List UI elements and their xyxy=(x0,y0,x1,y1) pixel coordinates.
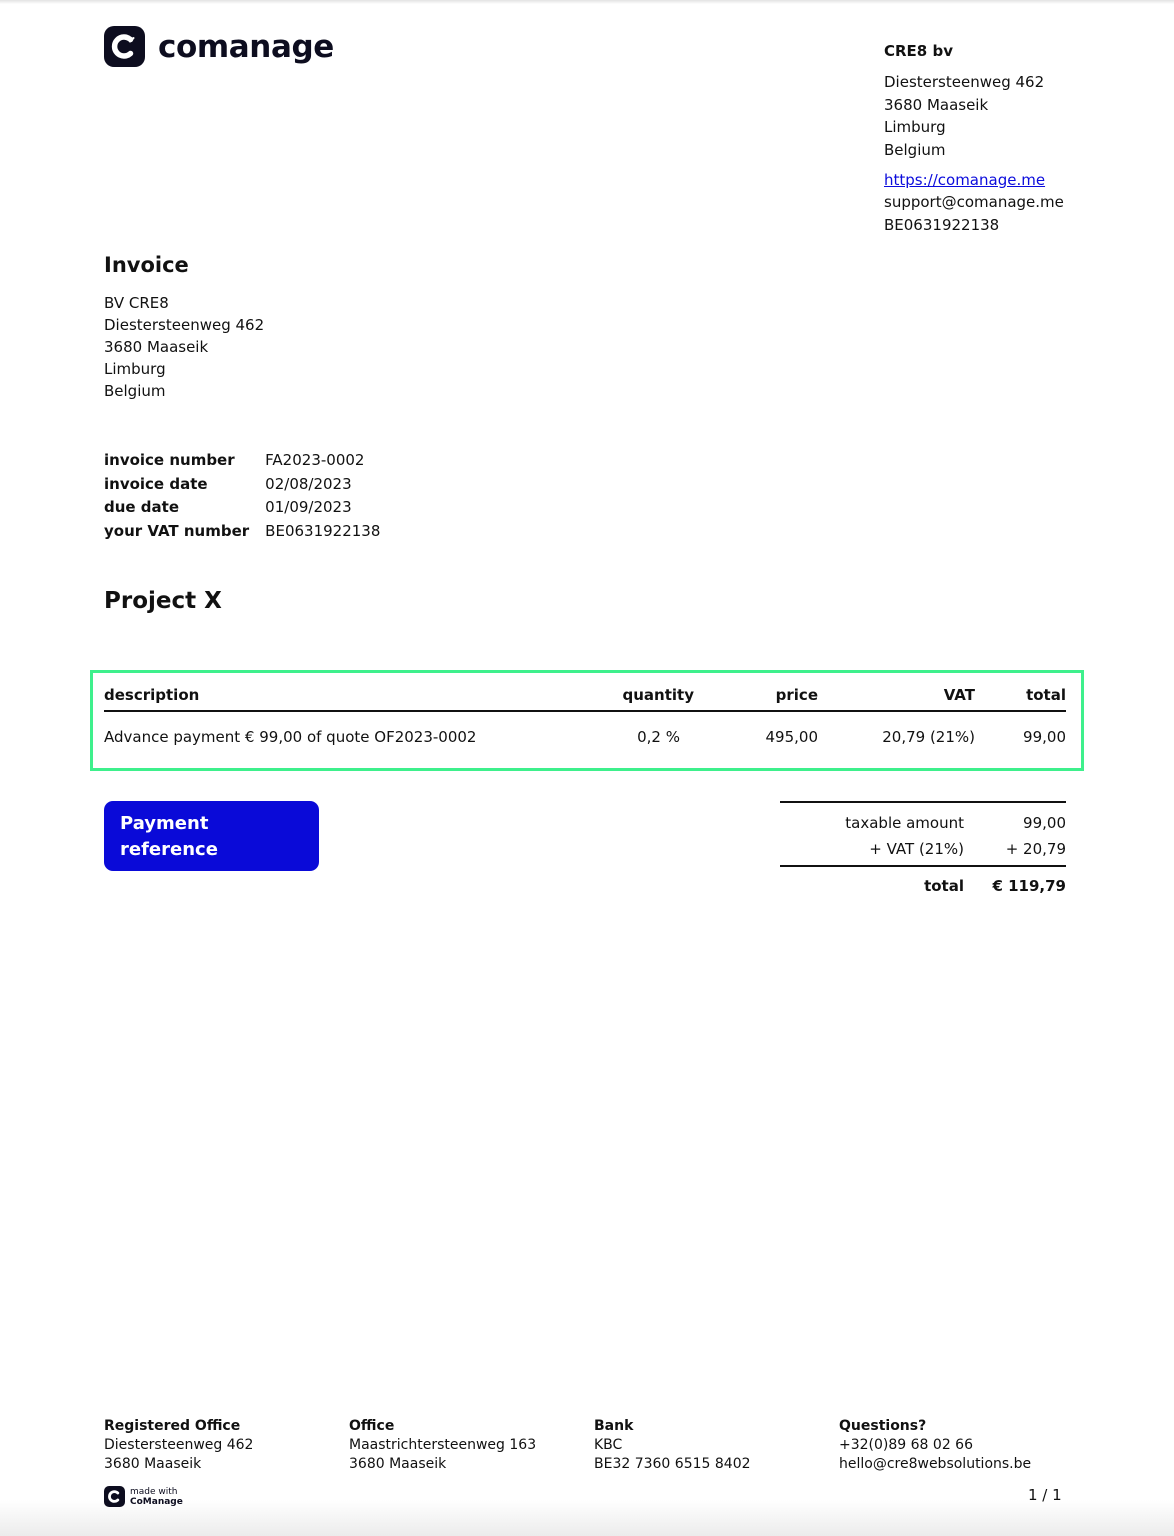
comanage-small-logo-icon xyxy=(104,1486,125,1507)
footer-heading: Bank xyxy=(594,1418,634,1434)
company-name: CRE8 bv xyxy=(884,42,953,60)
company-vat: BE0631922138 xyxy=(884,215,1000,234)
company-address-city: 3680 Maaseik xyxy=(884,95,989,114)
meta-row-due-date xyxy=(104,495,396,519)
payment-reference-title: Payment reference xyxy=(120,813,218,860)
meta-label: invoice date xyxy=(104,474,208,493)
footer-heading: Questions? xyxy=(839,1418,927,1434)
made-with-line1: made with xyxy=(130,1486,178,1497)
company-address-street: Diestersteenweg 462 xyxy=(884,73,1045,92)
meta-label: due date xyxy=(104,498,180,517)
client-name: BV CRE8 xyxy=(104,294,169,312)
taxable-label: taxable amount xyxy=(845,814,964,832)
footer-email: hello@cre8websolutions.be xyxy=(839,1456,1032,1472)
footer-line: BE32 7360 6515 8402 xyxy=(594,1456,751,1472)
footer-heading: Office xyxy=(349,1418,395,1434)
client-street: Diestersteenweg 462 xyxy=(104,316,265,334)
made-with-line2: CoManage xyxy=(130,1496,183,1507)
totals-mid-rule xyxy=(780,865,1066,867)
header-price: price xyxy=(694,680,818,711)
footer-questions xyxy=(839,1417,1084,1474)
page-top-shadow xyxy=(0,0,1174,4)
table-header-row xyxy=(104,680,1066,711)
cell-vat: 20,79 (21%) xyxy=(882,727,975,746)
header-description: description xyxy=(104,680,594,711)
client-country: Belgium xyxy=(104,382,166,400)
payment-reference-box xyxy=(104,801,319,886)
meta-label: your VAT number xyxy=(104,521,250,540)
client-province: Limburg xyxy=(104,360,166,378)
footer-heading: Registered Office xyxy=(104,1418,241,1434)
table-row xyxy=(104,711,1066,761)
footer-line: KBC xyxy=(594,1437,623,1453)
made-with-badge xyxy=(104,1486,183,1507)
company-address-province: Limburg xyxy=(884,118,946,137)
totals-row-vat xyxy=(780,836,1066,862)
meta-row-invoice-date xyxy=(104,472,396,496)
cell-quantity: 0,2 % xyxy=(637,727,680,746)
cell-description: Advance payment € 99,00 of quote OF2023-0002 xyxy=(104,727,477,746)
company-website-link[interactable]: https://comanage.me xyxy=(884,171,1046,190)
invoice-items-table xyxy=(104,680,1066,761)
meta-row-vat-number xyxy=(104,519,396,543)
totals-row-total xyxy=(780,873,1066,899)
cell-total: 99,00 xyxy=(1023,727,1066,746)
company-address-country: Belgium xyxy=(884,140,946,159)
footer-phone: +32(0)89 68 02 66 xyxy=(839,1437,973,1453)
total-value: € 119,79 xyxy=(992,877,1066,895)
meta-value: BE0631922138 xyxy=(265,521,381,540)
made-with-text xyxy=(130,1487,183,1507)
page-number: 1 / 1 xyxy=(1028,1486,1062,1504)
meta-value: FA2023-0002 xyxy=(265,450,365,469)
comanage-logo-icon xyxy=(104,26,145,67)
company-email: support@comanage.me xyxy=(884,193,1064,212)
meta-row-invoice-number xyxy=(104,448,396,472)
footer xyxy=(104,1417,1084,1474)
header-total: total xyxy=(975,680,1066,711)
client-address xyxy=(104,292,264,402)
header-quantity: quantity xyxy=(594,680,694,711)
company-info xyxy=(884,40,1064,236)
meta-label: invoice number xyxy=(104,450,235,469)
cell-price: 495,00 xyxy=(765,727,818,746)
taxable-value: 99,00 xyxy=(1023,814,1066,832)
footer-line: Maastrichtersteenweg 163 xyxy=(349,1437,537,1453)
totals-row-taxable xyxy=(780,810,1066,836)
client-city: 3680 Maaseik xyxy=(104,338,209,356)
totals-top-rule xyxy=(780,801,1066,803)
comanage-logo xyxy=(104,26,334,67)
footer-registered-office xyxy=(104,1417,349,1474)
footer-line: 3680 Maaseik xyxy=(104,1456,202,1472)
invoice-title: Invoice xyxy=(104,253,189,277)
payment-reference-value: FA2023-0002 xyxy=(120,868,220,886)
totals-summary xyxy=(780,801,1066,899)
footer-office xyxy=(349,1417,594,1474)
total-label: total xyxy=(924,877,964,895)
meta-value: 01/09/2023 xyxy=(265,498,352,517)
meta-value: 02/08/2023 xyxy=(265,474,352,493)
footer-line: Diestersteenweg 462 xyxy=(104,1437,254,1453)
footer-bank xyxy=(594,1417,839,1474)
logo-text: comanage xyxy=(158,28,334,65)
vat-value: + 20,79 xyxy=(1005,840,1066,858)
vat-label: + VAT (21%) xyxy=(869,840,964,858)
header-vat: VAT xyxy=(818,680,975,711)
footer-line: 3680 Maaseik xyxy=(349,1456,447,1472)
project-title: Project X xyxy=(104,588,222,614)
invoice-meta-table xyxy=(104,448,396,543)
